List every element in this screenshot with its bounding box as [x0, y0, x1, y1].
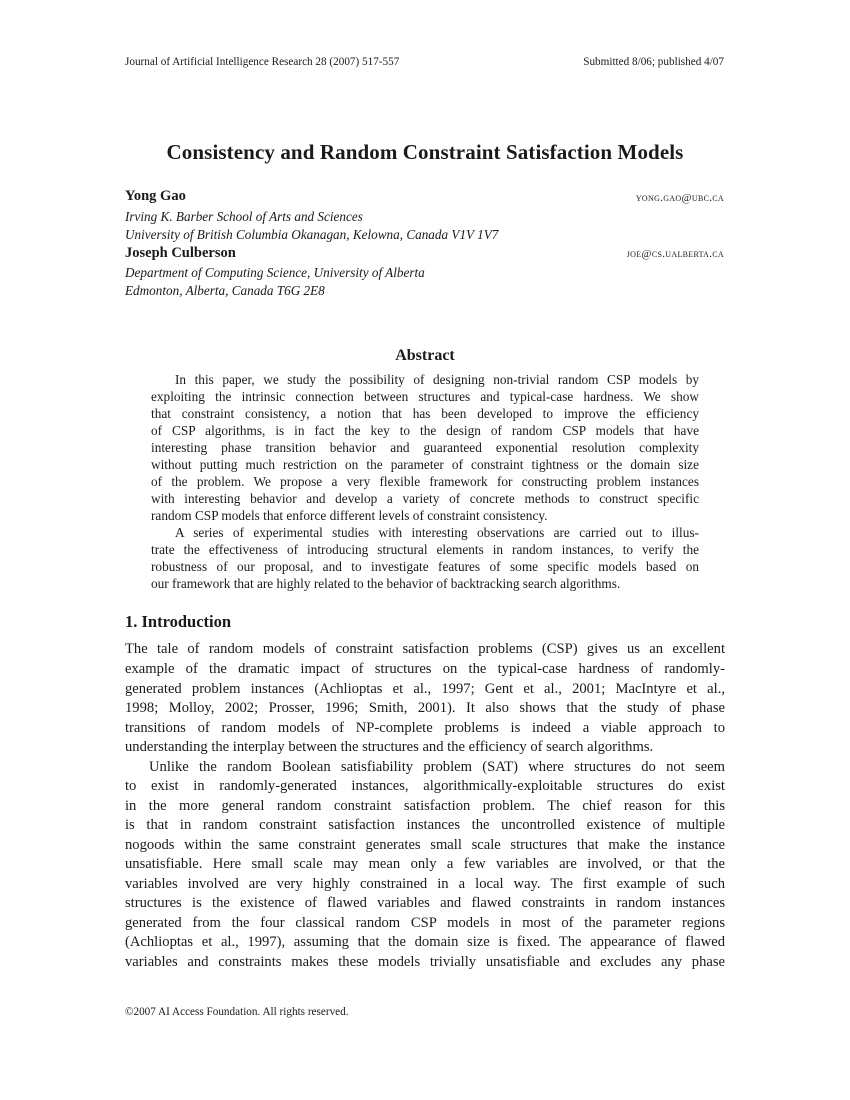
body-line: to exist in randomly-generated instances, algorithmically-exploitable structures do exist [125, 778, 725, 794]
body-line: 1998; Molloy, 2002; Prosser, 1996; Smith, 2001). It also shows that the study of phase [125, 700, 725, 716]
abstract-line: with interesting behavior and develop a variety of concrete methods to construct specific [151, 491, 699, 506]
copyright-notice: ©2007 AI Access Foundation. All rights reserved. [125, 1006, 349, 1018]
body-line: nogoods within the same constraint generates small scale structures that make the instance [125, 837, 725, 853]
body-line: (Achlioptas et al., 1997), assuming that the domain size is fixed. The appearance of flawed [125, 934, 725, 950]
body-line: variables and constraints makes these models trivially unsatisfiable and excludes any phase [125, 954, 725, 970]
body-line: transitions of random models of NP-complete problems is indeed a viable approach to [125, 720, 725, 736]
body-line: variables involved are very highly constrained in a local way. The first example of such [125, 876, 725, 892]
abstract-line: of the problem. We propose a very flexible framework for constructing problem instances [151, 474, 699, 489]
abstract-line: that constraint consistency, a notion that has been developed to improve the efficiency [151, 406, 699, 421]
body-line: understanding the interplay between the structures and the efficiency of search algorithms. [125, 739, 654, 755]
body-line: example of the dramatic impact of structures on the typical-case hardness of randomly- [125, 661, 725, 677]
author-affiliation-2-line-1: Department of Computing Science, University of Alberta [125, 265, 425, 280]
body-line: unsatisfiable. Here small scale may mean only a few variables are involved, or that the [125, 856, 725, 872]
author-affiliation-1-line-2: University of British Columbia Okanagan, Kelowna, Canada V1V 1V7 [125, 227, 499, 242]
abstract-line: In this paper, we study the possibility of designing non-trivial random CSP models by [175, 372, 699, 387]
section-heading-introduction: 1. Introduction [125, 612, 232, 631]
author-affiliation-2-line-2: Edmonton, Alberta, Canada T6G 2E8 [125, 283, 325, 298]
author-email-1[interactable]: yong.gao@ubc.ca [635, 192, 724, 204]
abstract-line: our framework that are highly related to the behavior of backtracking search algorithms. [151, 576, 621, 591]
body-line: in the more general random constraint satisfaction problem. The chief reason for this [125, 798, 725, 814]
body-line: generated from the four classical random CSP models in most of the parameter regions [125, 915, 725, 931]
abstract-line: of CSP algorithms, is in fact the key to the design of random CSP models that have [151, 423, 699, 438]
submission-dates: Submitted 8/06; published 4/07 [583, 56, 724, 68]
author-affiliation-1-line-1: Irving K. Barber School of Arts and Sciences [125, 209, 363, 224]
body-line: structures is the existence of flawed variables and flawed constraints in random instances [125, 895, 725, 911]
body-line: The tale of random models of constraint satisfaction problems (CSP) gives us an excellent [125, 641, 725, 657]
body-line: Unlike the random Boolean satisfiability problem (SAT) where structures do not seem [149, 759, 725, 775]
author-email-2[interactable]: joe@cs.ualberta.ca [626, 248, 724, 260]
abstract-line: trate the effectiveness of introducing structural elements in random instances, to verify the [151, 542, 699, 557]
abstract-line: interesting phase transition behavior and guaranteed exponential resolution complexity [151, 440, 699, 455]
journal-header: Journal of Artificial Intelligence Research 28 (2007) 517-557 [125, 56, 400, 68]
paper-title: Consistency and Random Constraint Satisfaction Models [166, 140, 684, 164]
abstract-line: random CSP models that enforce different levels of constraint consistency. [151, 508, 548, 523]
author-name-1: Yong Gao [125, 188, 186, 204]
author-name-2: Joseph Culberson [125, 245, 236, 261]
abstract-line: robustness of our proposal, and to investigate features of some specific models based on [151, 559, 699, 574]
abstract-line: A series of experimental studies with interesting observations are carried out to illus- [175, 525, 699, 540]
abstract-heading: Abstract [395, 347, 455, 364]
abstract-line: exploiting the intrinsic connection between structures and typical-case hardness. We show [151, 389, 699, 404]
body-line: generated problem instances (Achlioptas et al., 1997; Gent et al., 2001; MacIntyre et al., [125, 681, 725, 697]
abstract-line: without putting much restriction on the parameter of constraint tightness or the domain size [151, 457, 699, 472]
body-line: is that in random constraint satisfaction instances the uncontrolled existence of multiple [125, 817, 725, 833]
